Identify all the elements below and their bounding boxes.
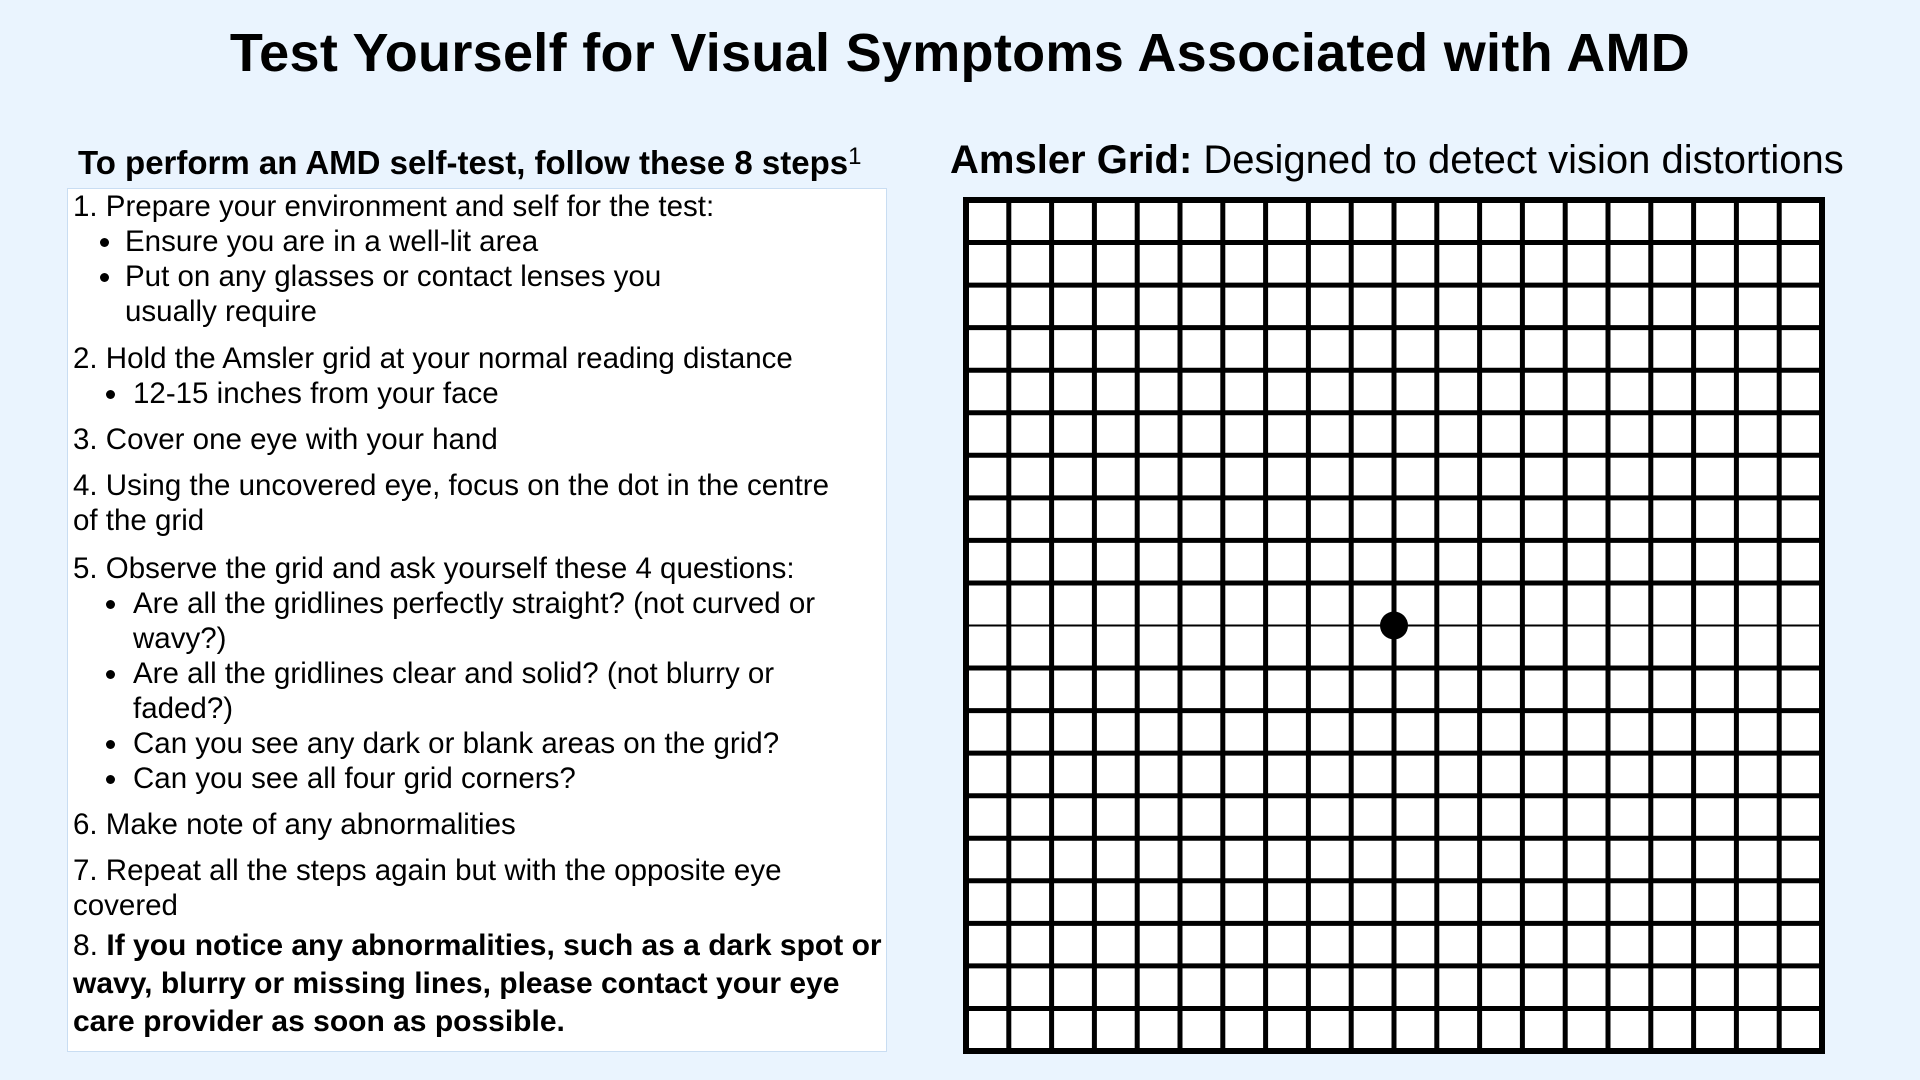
step-1-bullets [73, 224, 885, 329]
step-8 [73, 927, 885, 1041]
step-1-bullet: Put on any glasses or contact lenses you usually require [73, 259, 685, 329]
grid-heading [950, 138, 1844, 183]
step-6 [73, 807, 885, 842]
steps-heading-text: To perform an AMD self-test, follow these 8 steps [78, 144, 849, 181]
step-5-bullet: Are all the gridlines clear and solid? (not blurry or faded?) [73, 656, 813, 726]
step-4-text: 4. Using the uncovered eye, focus on the dot in the centre of the grid [73, 469, 830, 537]
step-5-bullet: Are all the gridlines perfectly straight? (not curved or wavy?) [73, 586, 833, 656]
step-1-text: 1. Prepare your environment and self for the test: [73, 190, 715, 223]
step-7-text: 7. Repeat all the steps again but with the opposite eye covered [73, 854, 782, 922]
step-2-bullet: 12-15 inches from your face [73, 376, 885, 411]
step-6-text: 6. Make note of any abnormalities [73, 808, 516, 841]
step-1-bullet: Ensure you are in a well-lit area [73, 224, 885, 259]
step-2-text: 2. Hold the Amsler grid at your normal reading distance [73, 342, 793, 375]
amsler-grid-svg [963, 197, 1825, 1054]
step-2 [73, 341, 885, 411]
step-8-warning: If you notice any abnormalities, such as a dark spot or wavy, blurry or missing lines, please contact your eye care provider as soon as possible. [73, 929, 882, 1038]
step-4 [73, 468, 833, 538]
step-5 [73, 551, 885, 796]
step-5-bullet: Can you see all four grid corners? [73, 761, 885, 796]
step-5-text: 5. Observe the grid and ask yourself these 4 questions: [73, 552, 795, 585]
step-8-number: 8. [73, 929, 107, 962]
step-1 [73, 189, 885, 329]
amsler-grid [963, 197, 1825, 1054]
footnote-marker: 1 [848, 143, 862, 170]
page-title: Test Yourself for Visual Symptoms Associated with AMD [229, 23, 1691, 83]
grid-heading-label: Amsler Grid: [950, 138, 1193, 182]
step-7 [73, 853, 853, 923]
step-3-text: 3. Cover one eye with your hand [73, 423, 498, 456]
step-3 [73, 422, 885, 457]
steps-panel [67, 188, 887, 1052]
grid-center-dot [1380, 612, 1408, 640]
step-2-bullets [73, 376, 885, 411]
step-5-bullets [73, 586, 885, 796]
steps-heading [78, 144, 861, 182]
grid-heading-description: Designed to detect vision distortions [1192, 138, 1844, 182]
step-5-bullet: Can you see any dark or blank areas on the grid? [73, 726, 885, 761]
